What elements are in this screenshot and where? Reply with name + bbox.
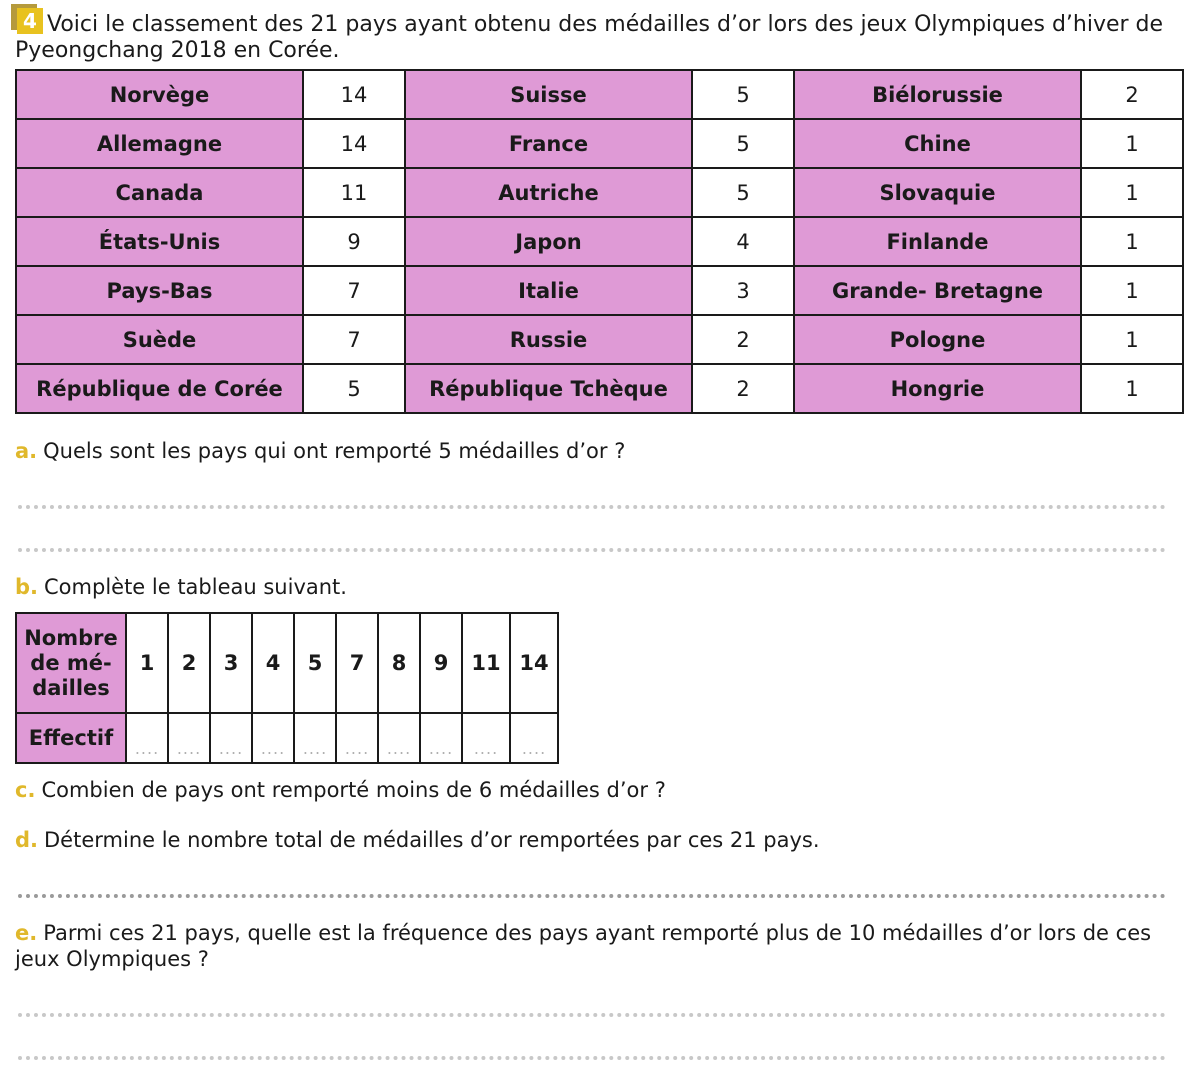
medal-table-row — [16, 315, 1183, 364]
medal-value-header: 5 — [294, 613, 336, 713]
frequency-effectif-row — [16, 713, 558, 763]
effectif-blank-cell[interactable]: .... — [378, 713, 420, 763]
medal-count-cell: 1 — [1081, 119, 1183, 168]
medal-count-cell: 3 — [692, 266, 794, 315]
country-cell: Pays-Bas — [16, 266, 303, 315]
question-a-text: Quels sont les pays qui ont remporté 5 médailles d’or ? — [43, 439, 626, 463]
medal-table-row — [16, 217, 1183, 266]
country-cell: Italie — [405, 266, 692, 315]
medal-table — [15, 69, 1184, 414]
medal-count-cell: 11 — [303, 168, 405, 217]
medal-count-cell: 14 — [303, 119, 405, 168]
exercise-number-badge — [15, 8, 41, 34]
medal-count-cell: 1 — [1081, 168, 1183, 217]
question-c-text: Combien de pays ont remporté moins de 6 médailles d’or ? — [41, 778, 666, 802]
effectif-label: Effectif — [16, 713, 126, 763]
question-e — [15, 920, 1185, 972]
exercise-intro-text: Voici le classement des 21 pays ayant obtenu des médailles d’or lors des jeux Olympiques d’hiver de Pyeongchang 2018 en Corée. — [15, 12, 1164, 63]
medal-value-header: 3 — [210, 613, 252, 713]
medal-value-header: 8 — [378, 613, 420, 713]
medal-table-row — [16, 266, 1183, 315]
medal-count-cell: 7 — [303, 266, 405, 315]
medal-count-cell: 2 — [1081, 70, 1183, 119]
answer-line-e2[interactable] — [18, 1056, 1166, 1060]
medal-table-row — [16, 70, 1183, 119]
question-b-text: Complète le tableau suivant. — [44, 575, 347, 599]
country-cell: Grande- Bretagne — [794, 266, 1081, 315]
question-d-text: Détermine le nombre total de médailles d’or remportées par ces 21 pays. — [44, 828, 820, 852]
country-cell: Suède — [16, 315, 303, 364]
question-a-letter: a. — [15, 439, 38, 463]
medal-count-cell: 2 — [692, 315, 794, 364]
frequency-header-label: Nombre de mé- dailles — [16, 613, 126, 713]
effectif-blank-cell[interactable]: .... — [294, 713, 336, 763]
effectif-blank-cell[interactable]: .... — [252, 713, 294, 763]
country-cell: République de Corée — [16, 364, 303, 413]
question-e-letter: e. — [15, 921, 38, 945]
medal-value-header: 2 — [168, 613, 210, 713]
effectif-blank-cell[interactable]: .... — [510, 713, 558, 763]
country-cell: Norvège — [16, 70, 303, 119]
medal-count-cell: 2 — [692, 364, 794, 413]
medal-count-cell: 5 — [692, 168, 794, 217]
answer-line-a2[interactable] — [18, 548, 1166, 552]
answer-line-d[interactable] — [18, 894, 1166, 898]
question-b — [15, 574, 1185, 600]
question-d-letter: d. — [15, 828, 39, 852]
medal-count-cell: 1 — [1081, 315, 1183, 364]
medal-count-cell: 1 — [1081, 217, 1183, 266]
country-cell: Hongrie — [794, 364, 1081, 413]
medal-count-cell: 9 — [303, 217, 405, 266]
frequency-table — [15, 612, 559, 764]
country-cell: États-Unis — [16, 217, 303, 266]
medal-value-header: 11 — [462, 613, 510, 713]
country-cell: Autriche — [405, 168, 692, 217]
answer-line-a1[interactable] — [18, 505, 1166, 509]
frequency-header-row — [16, 613, 558, 713]
medal-count-cell: 4 — [692, 217, 794, 266]
question-c — [15, 777, 1185, 803]
medal-count-cell: 5 — [692, 70, 794, 119]
question-c-letter: c. — [15, 778, 36, 802]
medal-table-row — [16, 364, 1183, 413]
medal-value-header: 4 — [252, 613, 294, 713]
medal-count-cell: 7 — [303, 315, 405, 364]
medal-count-cell: 1 — [1081, 364, 1183, 413]
medal-value-header: 9 — [420, 613, 462, 713]
exercise-number: 4 — [17, 8, 43, 34]
country-cell: Chine — [794, 119, 1081, 168]
country-cell: Canada — [16, 168, 303, 217]
country-cell: Japon — [405, 217, 692, 266]
country-cell: Slovaquie — [794, 168, 1081, 217]
medal-table-row — [16, 119, 1183, 168]
medal-value-header: 7 — [336, 613, 378, 713]
question-b-letter: b. — [15, 575, 39, 599]
effectif-blank-cell[interactable]: .... — [420, 713, 462, 763]
effectif-blank-cell[interactable]: .... — [126, 713, 168, 763]
country-cell: Pologne — [794, 315, 1081, 364]
question-e-text: Parmi ces 21 pays, quelle est la fréquence des pays ayant remporté plus de 10 médailles d’or lors de ces jeux Olympiques ? — [15, 921, 1152, 971]
country-cell: Russie — [405, 315, 692, 364]
medal-count-cell: 1 — [1081, 266, 1183, 315]
effectif-blank-cell[interactable]: .... — [210, 713, 252, 763]
question-d — [15, 827, 1185, 853]
country-cell: République Tchèque — [405, 364, 692, 413]
effectif-blank-cell[interactable]: .... — [336, 713, 378, 763]
medal-count-cell: 5 — [692, 119, 794, 168]
question-a — [15, 438, 1185, 464]
country-cell: Suisse — [405, 70, 692, 119]
country-cell: Allemagne — [16, 119, 303, 168]
exercise-intro — [15, 8, 1190, 64]
answer-line-e1[interactable] — [18, 1013, 1166, 1017]
effectif-blank-cell[interactable]: .... — [168, 713, 210, 763]
effectif-blank-cell[interactable]: .... — [462, 713, 510, 763]
country-cell: France — [405, 119, 692, 168]
medal-count-cell: 14 — [303, 70, 405, 119]
country-cell: Biélorussie — [794, 70, 1081, 119]
medal-value-header: 1 — [126, 613, 168, 713]
country-cell: Finlande — [794, 217, 1081, 266]
medal-table-row — [16, 168, 1183, 217]
medal-count-cell: 5 — [303, 364, 405, 413]
medal-value-header: 14 — [510, 613, 558, 713]
